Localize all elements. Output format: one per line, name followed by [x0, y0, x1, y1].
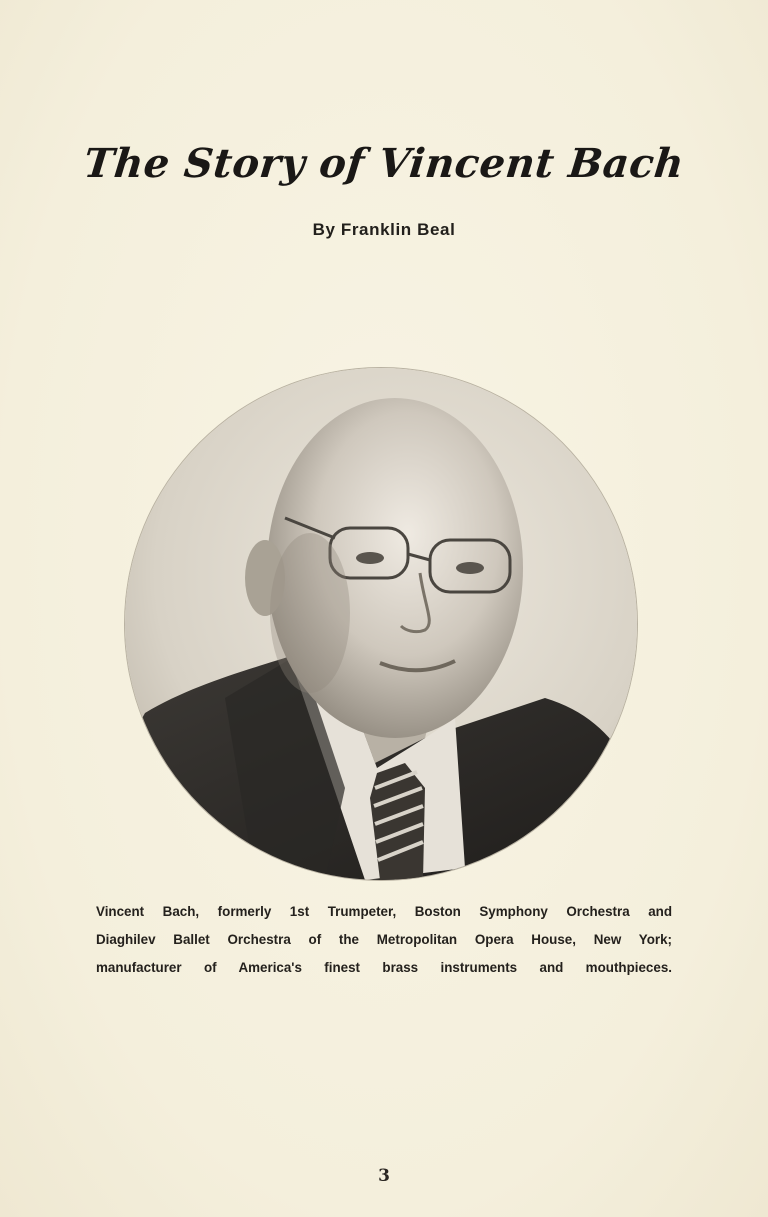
page-number: 3: [378, 1166, 390, 1186]
article-byline: By Franklin Beal: [312, 220, 456, 239]
caption-line: manufacturer of America's finest brass instruments and mouthpieces.: [96, 960, 672, 975]
article-title: The Story of Vincent Bach: [81, 140, 687, 187]
caption-line: Vincent Bach, formerly 1st Trumpeter, Boston Symphony Orchestra and: [96, 904, 672, 919]
caption-line: Diaghilev Ballet Orchestra of the Metropolitan Opera House, New York;: [96, 932, 672, 947]
photo-caption: [96, 898, 672, 982]
portrait-photo: [125, 368, 637, 880]
